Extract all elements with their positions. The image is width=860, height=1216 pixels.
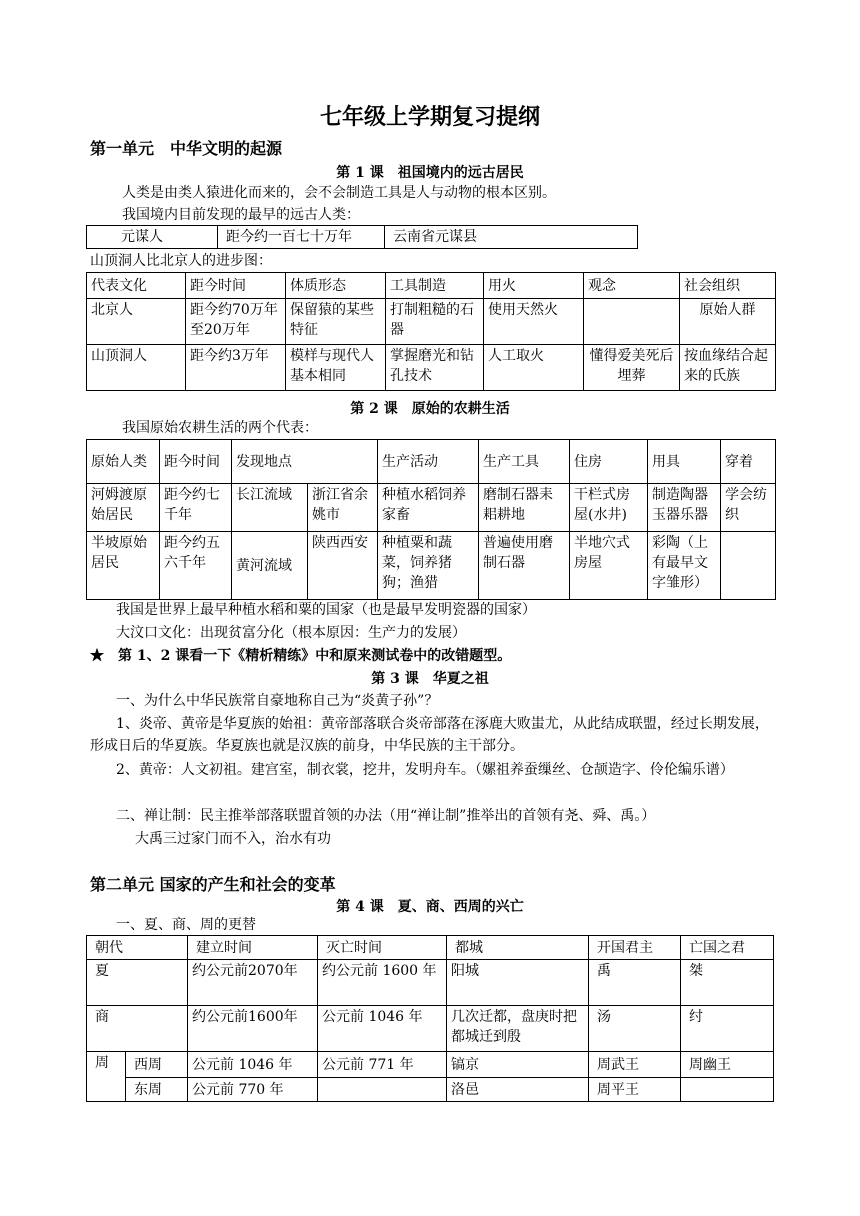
table-row	[87, 532, 776, 600]
table-row	[87, 484, 776, 532]
lesson1-para3: 山顶洞人比北京人的进步图：	[90, 253, 272, 269]
table-cell: 彩陶（上有最早文字雏形）	[648, 532, 721, 600]
table-cell: 河姆渡原始居民	[87, 484, 160, 532]
table-cell: 长江流域	[232, 484, 308, 532]
lesson2-para3: 大汶口文化：出现贫富分化（根本原因：生产力的发展）	[116, 625, 466, 641]
table-cell: 浙江省余姚市	[308, 484, 378, 532]
table-header-cell: 灭亡时间	[318, 936, 447, 960]
table-cell: 公元前 1046 年	[318, 1006, 447, 1052]
table-cell: 洛邑	[447, 1078, 589, 1102]
table-cell: 商	[87, 1006, 188, 1052]
table-cell: 按血缘结合起来的氏族	[680, 345, 776, 391]
table-header-cell: 发现地点	[232, 440, 378, 484]
table-cell: 距今约一百七十万年	[218, 226, 385, 249]
lesson2-heading: 第 2 课 原始的农耕生活	[350, 401, 510, 417]
lesson2-para2: 我国是世界上最早种植水稻和粟的国家（也是最早发明瓷器的国家）	[116, 602, 536, 618]
table-header-cell: 住房	[570, 440, 648, 484]
lesson3-para4: 二、禅让制：民主推举部落联盟首领的办法（用“禅让制”推举出的首领有尧、舜、禹。）	[116, 808, 656, 824]
table-header-cell: 距今时间	[186, 273, 286, 299]
lesson4-heading: 第 4 课 夏、商、西周的兴亡	[336, 899, 524, 915]
table-cell: 纣	[681, 1006, 774, 1052]
table-cell: 懂得爱美死后埋葬	[584, 345, 680, 391]
unit1-heading: 第一单元 中华文明的起源	[90, 139, 283, 158]
table-cell: 人工取火	[484, 345, 584, 391]
table-cell: 周	[87, 1052, 126, 1102]
table-cell: 距今约七千年	[160, 484, 232, 532]
lesson1-para1: 人类是由类人猿进化而来的，会不会制造工具是人与动物的根本区别。	[122, 185, 556, 201]
table-header-cell: 工具制造	[386, 273, 484, 299]
table-cell: 西周	[126, 1052, 188, 1078]
table-cell: 东周	[126, 1078, 188, 1102]
table-header-cell: 穿着	[721, 440, 776, 484]
lesson3-para2: 1、炎帝、黄帝是华夏族的始祖：黄帝部落联合炎帝部落在涿鹿大败蚩尤，从此结成联盟，经过长期发展，形成日后的华夏族。华夏族也就是汉族的前身，中华民族的主干部分。	[90, 716, 769, 754]
lesson3-para1: 一、为什么中华民族常自豪地称自己为“炎黄子孙”？	[116, 693, 439, 709]
lesson3-para5: 大禹三过家门而不入，治水有功	[135, 831, 331, 847]
table-cell: 掌握磨光和钻孔技术	[386, 345, 484, 391]
table-cell: 制造陶器玉器乐器	[648, 484, 721, 532]
table-cell: 模样与现代人基本相同	[286, 345, 386, 391]
table-cell: 禹	[589, 960, 681, 1006]
table-cell: 距今约五六千年	[160, 532, 232, 600]
table-cell	[318, 1078, 447, 1102]
table-cell: 汤	[589, 1006, 681, 1052]
lesson2-para1: 我国原始农耕生活的两个代表：	[122, 420, 318, 436]
table-cell	[681, 1078, 774, 1102]
table-cell: 阳城	[447, 960, 589, 1006]
lesson4-para1: 一、夏、商、周的更替	[116, 917, 256, 933]
table-cell: 桀	[681, 960, 774, 1006]
table-cell: 云南省元谋县	[385, 226, 638, 249]
unit2-heading: 第二单元 国家的产生和社会的变革	[90, 875, 336, 894]
table-header-cell: 原始人类	[87, 440, 160, 484]
table-cell: 普遍使用磨制石器	[479, 532, 570, 600]
lesson3-heading: 第 3 课 华夏之祖	[371, 671, 489, 687]
table-cell: 公元前 771 年	[318, 1052, 447, 1078]
table-cell: 山顶洞人	[87, 345, 186, 391]
table-cell: 公元前 1046 年	[188, 1052, 318, 1078]
table-row	[87, 1006, 774, 1052]
star-note: ★ 第 1、2 课看一下《精析精练》中和原来测试卷中的改错题型。	[90, 648, 512, 664]
table-cell: 打制粗糙的石器	[386, 299, 484, 345]
table-header-cell: 建立时间	[188, 936, 318, 960]
table-cell: 磨制石器耒耜耕地	[479, 484, 570, 532]
table-header-row	[87, 273, 776, 299]
table-row	[87, 226, 638, 249]
table-cell: 约公元前1600年	[188, 1006, 318, 1052]
table-cell: 北京人	[87, 299, 186, 345]
table-cell: 距今约70万年至20万年	[186, 299, 286, 345]
table-cell: 夏	[87, 960, 188, 1006]
table-cell: 使用天然火	[484, 299, 584, 345]
table-row	[87, 960, 774, 1006]
table-cell: 陕西西安	[308, 532, 378, 600]
table-cell: 保留猿的某些特征	[286, 299, 386, 345]
table-header-row	[87, 936, 774, 960]
table-row	[87, 1052, 774, 1078]
table-header-cell: 体质形态	[286, 273, 386, 299]
table-cell: 半地穴式房屋	[570, 532, 648, 600]
table-cell: 周幽王	[681, 1052, 774, 1078]
table-header-row	[87, 440, 776, 484]
table-header-cell: 都城	[447, 936, 589, 960]
table-cell: 种植粟和蔬菜，饲养猪狗；渔猎	[378, 532, 479, 600]
table-header-cell: 生产活动	[378, 440, 479, 484]
table-cell: 半坡原始居民	[87, 532, 160, 600]
table-row	[87, 345, 776, 391]
dynasty-table	[86, 935, 774, 1102]
table-header-cell: 代表文化	[87, 273, 186, 299]
lesson1-para2: 我国境内目前发现的最早的远古人类：	[122, 207, 360, 223]
table-header-cell: 生产工具	[479, 440, 570, 484]
table-cell: 原始人群	[680, 299, 776, 345]
table-cell: 镐京	[447, 1052, 589, 1078]
farming-table	[86, 439, 776, 600]
table-cell	[721, 532, 776, 600]
table-cell: 约公元前 1600 年	[318, 960, 447, 1006]
table-cell: 公元前 770 年	[188, 1078, 318, 1102]
table-header-cell: 用具	[648, 440, 721, 484]
lesson1-heading: 第 1 课 祖国境内的远古居民	[336, 165, 524, 181]
table-header-cell: 亡国之君	[681, 936, 774, 960]
page-title: 七年级上学期复习提纲	[319, 104, 540, 130]
table-row	[87, 1078, 774, 1102]
table-cell: 元谋人	[87, 226, 218, 249]
table-header-cell: 社会组织	[680, 273, 776, 299]
table-cell: 种植水稻饲养家畜	[378, 484, 479, 532]
table-cell: 距今约3万年	[186, 345, 286, 391]
table-cell	[584, 299, 680, 345]
table-cell: 几次迁都，盘庚时把都城迁到殷	[447, 1006, 589, 1052]
table-header-cell: 开国君主	[589, 936, 681, 960]
table-header-cell: 距今时间	[160, 440, 232, 484]
table-cell: 约公元前2070年	[188, 960, 318, 1006]
table-row	[87, 299, 776, 345]
table-header-cell: 观念	[584, 273, 680, 299]
table-header-cell: 朝代	[87, 936, 188, 960]
compare-table	[86, 272, 776, 391]
table-cell: 学会纺织	[721, 484, 776, 532]
table-cell: 周武王	[589, 1052, 681, 1078]
table-cell: 黄河流域	[232, 532, 308, 600]
lesson3-para3: 2、黄帝：人文初祖。建宫室，制衣裳，挖井，发明舟车。（嫘祖养蚕缫丝、仓颉造字、伶伦编乐谱）	[116, 762, 734, 778]
earliest-human-table	[86, 225, 638, 249]
table-cell: 干栏式房屋(水井)	[570, 484, 648, 532]
table-header-cell: 用火	[484, 273, 584, 299]
table-cell: 周平王	[589, 1078, 681, 1102]
